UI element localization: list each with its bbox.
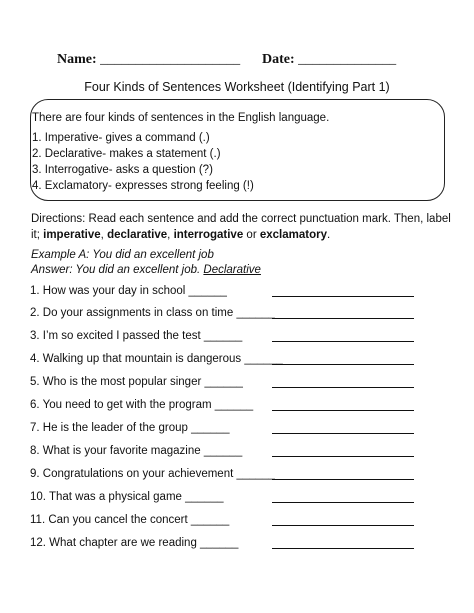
worksheet-title: Four Kinds of Sentences Worksheet (Identifying Part 1) (84, 80, 390, 94)
answer-line-2[interactable] (272, 318, 414, 319)
question-4[interactable]: 4. Walking up that mountain is dangerous ______ (30, 353, 283, 365)
question-8[interactable]: 8. What is your favorite magazine ______ (30, 445, 243, 457)
name-blank[interactable]: ____________________ (100, 52, 241, 67)
question-3[interactable]: 3. I’m so excited I passed the test ______ (30, 330, 243, 342)
question-1[interactable]: 1. How was your day in school ______ (30, 285, 227, 297)
answer-line-12[interactable] (272, 548, 414, 549)
name-label: Name: (57, 52, 97, 67)
option-exclamatory: exclamatory (259, 229, 327, 241)
question-9[interactable]: 9. Congratulations on your achievement ______ (30, 468, 275, 480)
directions-text: Directions: Read each sentence and add the correct punctuation mark. Then, label it; (31, 213, 451, 241)
sentence-type-item: 1. Imperative- gives a command (.) (32, 132, 210, 144)
sentence-types-list (32, 130, 254, 194)
name-field[interactable] (57, 52, 240, 68)
example-block (31, 248, 261, 278)
date-blank[interactable]: ______________ (298, 52, 397, 67)
question-5[interactable]: 5. Who is the most popular singer ______ (30, 376, 243, 388)
sentence-type-item: 3. Interrogative- asks a question (?) (32, 164, 213, 176)
separator: or (243, 229, 260, 241)
option-imperative: imperative (43, 229, 101, 241)
sentence-type-item: 2. Declarative- makes a statement (.) (32, 148, 221, 160)
example-answer-prefix: Answer: You did an excellent job. (31, 264, 204, 276)
answer-line-1[interactable] (272, 296, 414, 297)
answer-line-9[interactable] (272, 479, 414, 480)
separator: , (167, 229, 174, 241)
separator: , (100, 229, 108, 241)
option-declarative: declarative (107, 229, 168, 241)
answer-line-3[interactable] (272, 341, 414, 342)
option-interrogative: interrogative (173, 229, 244, 241)
example-answer (31, 263, 261, 278)
question-11[interactable]: 11. Can you cancel the concert ______ (30, 514, 230, 526)
answer-line-11[interactable] (272, 525, 414, 526)
answer-line-5[interactable] (272, 387, 414, 388)
answer-line-7[interactable] (272, 433, 414, 434)
example-answer-label: Declarative (203, 264, 261, 276)
date-label: Date: (262, 52, 295, 67)
question-12[interactable]: 12. What chapter are we reading ______ (30, 537, 239, 549)
sentence-type-item: 4. Exclamatory- expresses strong feeling (!) (32, 180, 254, 192)
question-10[interactable]: 10. That was a physical game ______ (30, 491, 224, 503)
example-question: Example A: You did an excellent job (31, 249, 214, 261)
answer-line-6[interactable] (272, 410, 414, 411)
question-7[interactable]: 7. He is the leader of the group ______ (30, 422, 230, 434)
answer-line-8[interactable] (272, 456, 414, 457)
separator: . (326, 229, 331, 241)
question-2[interactable]: 2. Do your assignments in class on time ______ (30, 307, 275, 319)
answer-line-10[interactable] (272, 502, 414, 503)
answer-line-4[interactable] (272, 364, 414, 365)
info-intro: There are four kinds of sentences in the English language. (32, 112, 330, 124)
question-6[interactable]: 6. You need to get with the program ______ (30, 399, 254, 411)
directions (31, 211, 451, 243)
date-field[interactable] (262, 52, 396, 68)
